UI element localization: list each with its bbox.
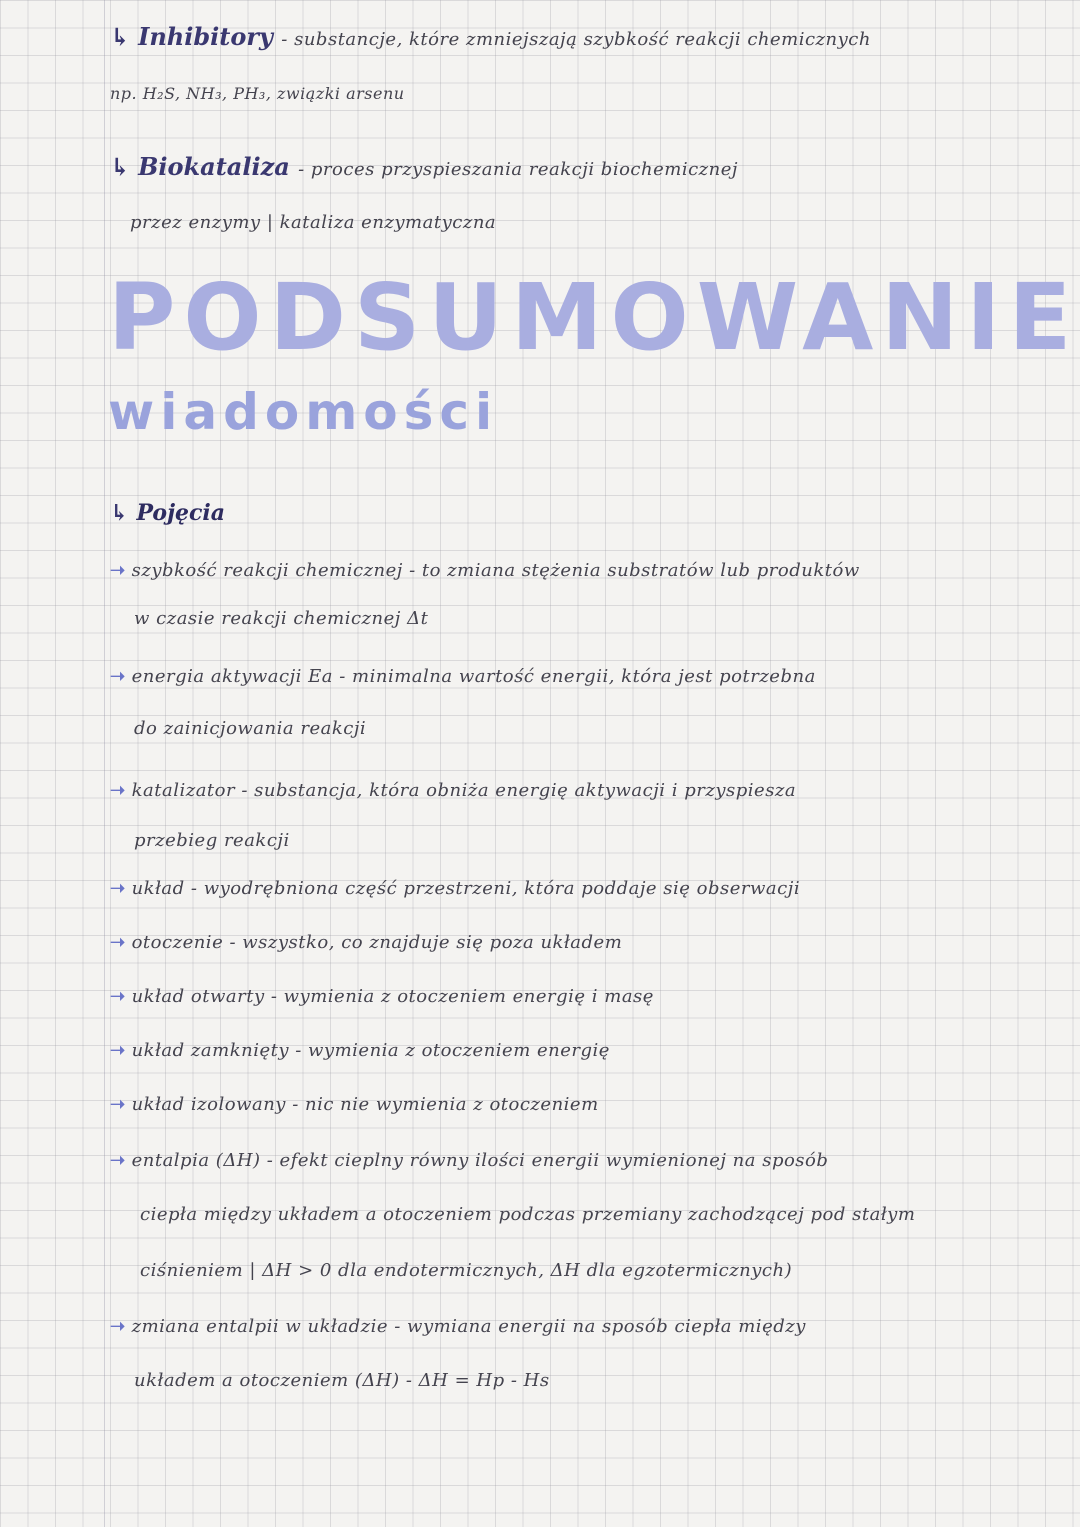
dash-arrow-icon: ➝ — [110, 1040, 126, 1061]
biocatalysis-definition: - proces przyspieszania reakcji biochemicznej — [298, 159, 738, 180]
list-item: ➝ entalpia (ΔH) - efekt cieplny równy ilości energii wymienionej na sposób — [110, 1150, 829, 1171]
arrow-icon: ↳ — [110, 500, 129, 526]
list-item: ➝ układ - wyodrębniona część przestrzeni, która poddaje się obserwacji — [110, 878, 801, 899]
arrow-icon: ↳ — [110, 152, 131, 181]
dash-arrow-icon: ➝ — [110, 878, 126, 899]
dash-arrow-icon: ➝ — [110, 666, 126, 687]
list-item: ➝ układ otwarty - wymienia z otoczeniem energię i masę — [110, 986, 654, 1007]
inhibitors-term: Inhibitory — [138, 22, 273, 51]
dash-arrow-icon: ➝ — [110, 780, 126, 801]
dash-arrow-icon: ➝ — [110, 1150, 126, 1171]
list-item-continuation: do zainicjowania reakcji — [134, 718, 367, 739]
biocatalysis-term: Biokataliza — [138, 152, 290, 181]
page-title: PODSUMOWANIE — [108, 264, 1080, 371]
section-label: Pojęcia — [136, 500, 226, 526]
list-item-continuation: w czasie reakcji chemicznej Δt — [134, 608, 429, 629]
page-subtitle: wiadomości — [108, 383, 499, 441]
inhibitors-examples: np. H₂S, NH₃, PH₃, związki arsenu — [110, 84, 405, 103]
list-item: ➝ układ izolowany - nic nie wymienia z otoczeniem — [110, 1094, 599, 1115]
list-item: ➝ układ zamknięty - wymienia z otoczeniem energię — [110, 1040, 610, 1061]
list-item-continuation: ciśnieniem | ΔH > 0 dla endotermicznych, ΔH dla egzotermicznych) — [140, 1260, 793, 1281]
biocatalysis-definition-2: przez enzymy | kataliza enzymatyczna — [130, 212, 497, 233]
list-item: ➝ energia aktywacji Ea - minimalna wartość energii, która jest potrzebna — [110, 666, 816, 687]
list-item: ➝ katalizator - substancja, która obniża energię aktywacji i przyspiesza — [110, 780, 797, 801]
dash-arrow-icon: ➝ — [110, 932, 126, 953]
dash-arrow-icon: ➝ — [110, 1094, 126, 1115]
section-heading — [110, 500, 225, 526]
list-item: ➝ szybkość reakcji chemicznej - to zmiana stężenia substratów lub produktów — [110, 560, 860, 581]
list-item: ➝ zmiana entalpii w układzie - wymiana energii na sposób ciepła między — [110, 1316, 806, 1337]
dash-arrow-icon: ➝ — [110, 1316, 126, 1337]
arrow-icon: ↳ — [110, 22, 131, 51]
dash-arrow-icon: ➝ — [110, 986, 126, 1007]
biocatalysis-line — [110, 152, 738, 181]
inhibitors-line — [110, 22, 871, 51]
dash-arrow-icon: ➝ — [110, 560, 126, 581]
notebook-margin-line — [104, 0, 105, 1527]
list-item: ➝ otoczenie - wszystko, co znajduje się poza układem — [110, 932, 623, 953]
list-item-continuation: układem a otoczeniem (ΔH) - ΔH = Hp - Hs — [134, 1370, 550, 1391]
inhibitors-definition: - substancje, które zmniejszają szybkość reakcji chemicznych — [281, 29, 871, 50]
list-item-continuation: ciepła między układem a otoczeniem podczas przemiany zachodzącej pod stałym — [140, 1204, 916, 1225]
list-item-continuation: przebieg reakcji — [134, 830, 290, 851]
